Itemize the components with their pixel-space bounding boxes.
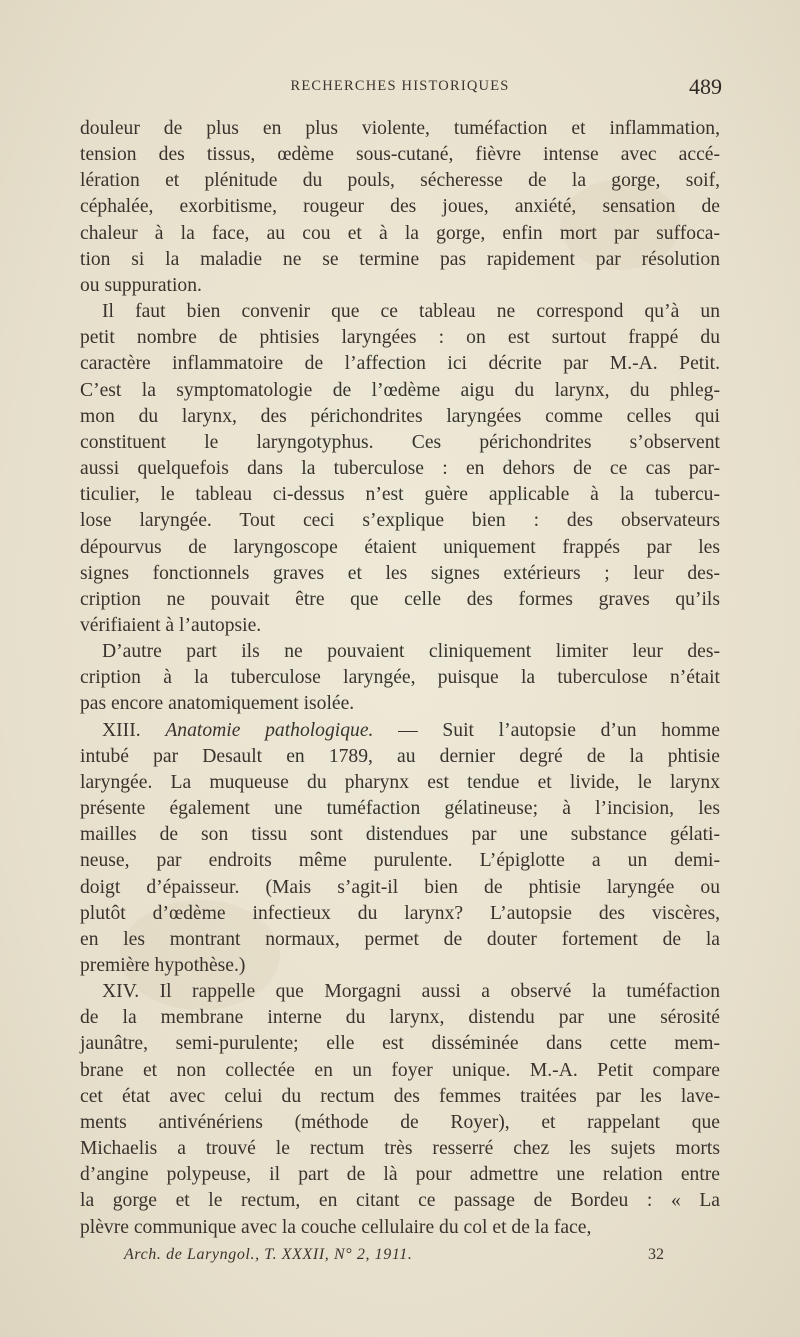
text-line: céphalée, exorbitisme, rougeur des joues, anxiété, sensation de bbox=[80, 196, 720, 218]
text-line: la gorge et le rectum, en citant ce passage de Bordeu : « La bbox=[80, 1190, 720, 1212]
text-line: signes fonctionnels graves et les signes extérieurs ; leur des- bbox=[80, 562, 720, 584]
text-line: Michaelis a trouvé le rectum très resserré chez les sujets morts bbox=[80, 1138, 720, 1160]
text-line: chaleur à la face, au cou et à la gorge, enfin mort par suffoca- bbox=[80, 222, 720, 244]
text-line: tension des tissus, œdème sous-cutané, fièvre intense avec accé- bbox=[80, 144, 720, 166]
text-line: ments antivénériens (méthode de Royer), et rappelant que bbox=[80, 1111, 720, 1133]
text-line: mailles de son tissu sont distendues par une substance gélati- bbox=[80, 824, 720, 846]
paragraph bbox=[80, 639, 720, 717]
text-line: C’est la symptomatologie de l’œdème aigu du larynx, du phleg- bbox=[80, 379, 720, 401]
page-number: 489 bbox=[689, 74, 722, 99]
text-line: neuse, par endroits même purulente. L’épiglotte a un demi- bbox=[80, 850, 720, 872]
text-line: cription ne pouvait être que celle des formes graves qu’ils bbox=[80, 588, 720, 610]
paragraph bbox=[80, 979, 720, 1241]
text-line: première hypothèse.) bbox=[80, 955, 246, 976]
page-body bbox=[80, 116, 720, 1241]
text-line: d’angine polypeuse, il part de là pour admettre une relation entre bbox=[80, 1164, 720, 1186]
paragraph bbox=[80, 299, 720, 639]
text-line: plutôt d’œdème infectieux du larynx? L’autopsie des viscères, bbox=[80, 902, 720, 924]
text-line: lération et plénitude du pouls, sécheresse de la gorge, soif, bbox=[80, 170, 720, 192]
text-line: laryngée. La muqueuse du pharynx est tendue et livide, le larynx bbox=[80, 771, 720, 793]
sheet-number: 32 bbox=[648, 1246, 664, 1263]
text-line: ou suppuration. bbox=[80, 274, 202, 296]
paragraph bbox=[80, 718, 720, 980]
running-title: RECHERCHES HISTORIQUES bbox=[290, 78, 510, 94]
journal-citation: Arch. de Laryngol., T. XXXII, N° 2, 1911. bbox=[124, 1246, 413, 1263]
text-line: dépourvus de laryngoscope étaient uniquement frappés par les bbox=[80, 536, 720, 558]
text-line: brane et non collectée en un foyer unique. M.-A. Petit compare bbox=[80, 1059, 720, 1081]
text-line: aussi quelquefois dans la tuberculose : en dehors de ce cas par- bbox=[80, 458, 720, 480]
text-line: présente également une tuméfaction gélatineuse; à l’incision, les bbox=[80, 798, 720, 820]
text-line: intubé par Desault en 1789, au dernier degré de la phtisie bbox=[80, 745, 720, 767]
text-line: D’autre part ils ne pouvaient cliniquement limiter leur des- bbox=[102, 641, 720, 663]
text-line: cription à la tuberculose laryngée, puisque la tuberculose n’était bbox=[80, 667, 720, 689]
text-line: pas encore anatomiquement isolée. bbox=[80, 693, 355, 715]
section-number: XIII. bbox=[102, 719, 166, 741]
text-line: de la membrane interne du larynx, distendu par une sérosité bbox=[80, 1007, 720, 1029]
text-line: caractère inflammatoire de l’affection ici décrite par M.-A. Petit. bbox=[80, 353, 720, 375]
text-line: en les montrant normaux, permet de douter fortement de la bbox=[80, 928, 720, 950]
text-line: lose laryngée. Tout ceci s’explique bien : des observateurs bbox=[80, 510, 720, 532]
text-line: ticulier, le tableau ci-dessus n’est guère applicable à la tubercu- bbox=[80, 484, 720, 506]
text-line: Il faut bien convenir que ce tableau ne correspond qu’à un bbox=[102, 301, 720, 323]
text-line: douleur de plus en plus violente, tuméfaction et inflammation, bbox=[80, 118, 720, 139]
text-line: vérifiaient à l’autopsie. bbox=[80, 614, 262, 636]
page-header bbox=[78, 74, 722, 104]
text-line: constituent le laryngotyphus. Ces périchondrites s’observent bbox=[80, 431, 720, 453]
text-line: mon du larynx, des périchondrites laryngées comme celles qui bbox=[80, 405, 720, 427]
section-title: Anatomie pathologique. bbox=[165, 719, 374, 741]
page-footer bbox=[124, 1246, 664, 1270]
text-line: petit nombre de phtisies laryngées : on est surtout frappé du bbox=[80, 327, 720, 349]
text-line: tion si la maladie ne se termine pas rapidement par résolution bbox=[80, 248, 720, 270]
text-line: cet état avec celui du rectum des femmes traitées par les lave- bbox=[80, 1085, 720, 1107]
text-line: XIII. Anatomie pathologique. — Suit l’autopsie d’un homme bbox=[102, 719, 721, 741]
paragraph bbox=[80, 116, 720, 299]
text-line: doigt d’épaisseur. (Mais s’agit-il bien de phtisie laryngée ou bbox=[80, 876, 720, 898]
text-line: XIV. Il rappelle que Morgagni aussi a observé la tuméfaction bbox=[102, 981, 720, 1003]
text-line: plèvre communique avec la couche cellulaire du col et de la face, bbox=[80, 1216, 592, 1238]
text-line: jaunâtre, semi-purulente; elle est disséminée dans cette mem- bbox=[80, 1033, 720, 1055]
